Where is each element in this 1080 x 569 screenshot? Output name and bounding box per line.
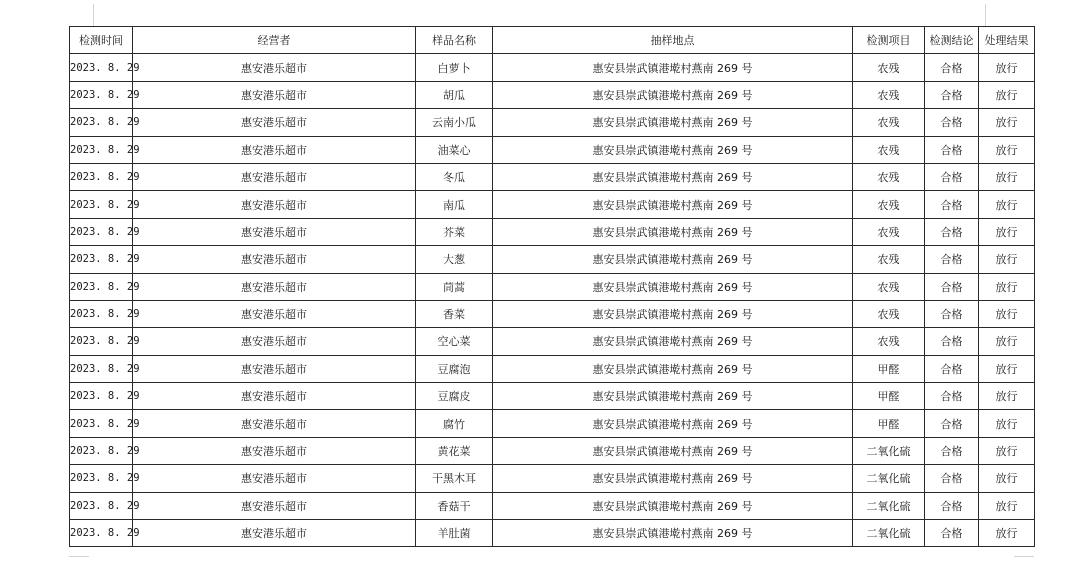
cell-result: 放行 (979, 383, 1035, 410)
cell-conclusion: 合格 (925, 328, 979, 355)
cell-operator: 惠安港乐超市 (133, 273, 416, 300)
cell-location: 惠安县崇武镇港墘村燕南 269 号 (493, 136, 853, 163)
cell-sample: 豆腐泡 (416, 355, 493, 382)
cell-item: 农残 (853, 191, 925, 218)
cell-conclusion: 合格 (925, 437, 979, 464)
table-row (70, 520, 1035, 547)
cell-sample: 豆腐皮 (416, 383, 493, 410)
cell-item: 农残 (853, 273, 925, 300)
cell-sample: 大葱 (416, 246, 493, 273)
cell-sample: 干黑木耳 (416, 465, 493, 492)
cell-date: 2023. 8. 29 (70, 410, 133, 437)
table-row (70, 81, 1035, 108)
table-row (70, 492, 1035, 519)
cell-location: 惠安县崇武镇港墘村燕南 269 号 (493, 54, 853, 81)
cell-location: 惠安县崇武镇港墘村燕南 269 号 (493, 465, 853, 492)
cell-result: 放行 (979, 163, 1035, 190)
cell-item: 甲醛 (853, 383, 925, 410)
cell-conclusion: 合格 (925, 300, 979, 327)
cell-date: 2023. 8. 29 (70, 81, 133, 108)
cell-location: 惠安县崇武镇港墘村燕南 269 号 (493, 300, 853, 327)
header-conclusion: 检测结论 (925, 27, 979, 54)
cell-date: 2023. 8. 29 (70, 492, 133, 519)
cell-operator: 惠安港乐超市 (133, 218, 416, 245)
cell-item: 农残 (853, 136, 925, 163)
cell-result: 放行 (979, 300, 1035, 327)
cell-location: 惠安县崇武镇港墘村燕南 269 号 (493, 410, 853, 437)
header-location: 抽样地点 (493, 27, 853, 54)
cell-result: 放行 (979, 246, 1035, 273)
cell-location: 惠安县崇武镇港墘村燕南 269 号 (493, 328, 853, 355)
cell-item: 农残 (853, 246, 925, 273)
cell-result: 放行 (979, 520, 1035, 547)
cell-sample: 云南小瓜 (416, 109, 493, 136)
header-item: 检测项目 (853, 27, 925, 54)
cell-item: 农残 (853, 54, 925, 81)
inspection-table (69, 26, 1035, 547)
cell-item: 农残 (853, 218, 925, 245)
cell-item: 二氧化硫 (853, 437, 925, 464)
page-margin-guide-bottom-right (1014, 556, 1034, 557)
cell-item: 农残 (853, 328, 925, 355)
cell-conclusion: 合格 (925, 109, 979, 136)
cell-operator: 惠安港乐超市 (133, 465, 416, 492)
cell-location: 惠安县崇武镇港墘村燕南 269 号 (493, 218, 853, 245)
header-date: 检测时间 (70, 27, 133, 54)
cell-location: 惠安县崇武镇港墘村燕南 269 号 (493, 273, 853, 300)
table-row (70, 218, 1035, 245)
cell-conclusion: 合格 (925, 520, 979, 547)
table-row (70, 300, 1035, 327)
cell-date: 2023. 8. 29 (70, 355, 133, 382)
header-operator: 经营者 (133, 27, 416, 54)
cell-operator: 惠安港乐超市 (133, 191, 416, 218)
cell-conclusion: 合格 (925, 246, 979, 273)
cell-location: 惠安县崇武镇港墘村燕南 269 号 (493, 355, 853, 382)
cell-conclusion: 合格 (925, 273, 979, 300)
cell-sample: 茼蒿 (416, 273, 493, 300)
cell-sample: 冬瓜 (416, 163, 493, 190)
table-row (70, 383, 1035, 410)
cell-conclusion: 合格 (925, 81, 979, 108)
cell-location: 惠安县崇武镇港墘村燕南 269 号 (493, 520, 853, 547)
cell-date: 2023. 8. 29 (70, 328, 133, 355)
cell-conclusion: 合格 (925, 355, 979, 382)
cell-location: 惠安县崇武镇港墘村燕南 269 号 (493, 109, 853, 136)
cell-date: 2023. 8. 29 (70, 246, 133, 273)
table-row (70, 246, 1035, 273)
cell-date: 2023. 8. 29 (70, 465, 133, 492)
table-row (70, 109, 1035, 136)
table-row (70, 191, 1035, 218)
cell-operator: 惠安港乐超市 (133, 163, 416, 190)
cell-conclusion: 合格 (925, 218, 979, 245)
cell-sample: 黄花菜 (416, 437, 493, 464)
cell-result: 放行 (979, 465, 1035, 492)
cell-item: 甲醛 (853, 355, 925, 382)
cell-item: 农残 (853, 109, 925, 136)
cell-date: 2023. 8. 29 (70, 136, 133, 163)
cell-operator: 惠安港乐超市 (133, 54, 416, 81)
cell-conclusion: 合格 (925, 410, 979, 437)
cell-date: 2023. 8. 29 (70, 520, 133, 547)
cell-sample: 空心菜 (416, 328, 493, 355)
cell-item: 农残 (853, 163, 925, 190)
cell-sample: 腐竹 (416, 410, 493, 437)
cell-conclusion: 合格 (925, 383, 979, 410)
cell-result: 放行 (979, 191, 1035, 218)
cell-result: 放行 (979, 328, 1035, 355)
table-row (70, 465, 1035, 492)
cell-location: 惠安县崇武镇港墘村燕南 269 号 (493, 383, 853, 410)
cell-conclusion: 合格 (925, 136, 979, 163)
cell-sample: 香菜 (416, 300, 493, 327)
cell-operator: 惠安港乐超市 (133, 520, 416, 547)
cell-operator: 惠安港乐超市 (133, 300, 416, 327)
cell-location: 惠安县崇武镇港墘村燕南 269 号 (493, 163, 853, 190)
table-row (70, 273, 1035, 300)
table-row (70, 163, 1035, 190)
header-result: 处理结果 (979, 27, 1035, 54)
table-row (70, 410, 1035, 437)
cell-result: 放行 (979, 218, 1035, 245)
table-row (70, 328, 1035, 355)
cell-conclusion: 合格 (925, 191, 979, 218)
cell-sample: 白萝卜 (416, 54, 493, 81)
cell-location: 惠安县崇武镇港墘村燕南 269 号 (493, 191, 853, 218)
cell-date: 2023. 8. 29 (70, 163, 133, 190)
cell-conclusion: 合格 (925, 492, 979, 519)
header-sample: 样品名称 (416, 27, 493, 54)
page-margin-guide-left (93, 4, 94, 26)
page-margin-guide-right (985, 4, 986, 26)
cell-sample: 香菇干 (416, 492, 493, 519)
cell-date: 2023. 8. 29 (70, 54, 133, 81)
cell-operator: 惠安港乐超市 (133, 109, 416, 136)
cell-result: 放行 (979, 136, 1035, 163)
cell-result: 放行 (979, 109, 1035, 136)
cell-location: 惠安县崇武镇港墘村燕南 269 号 (493, 81, 853, 108)
table-row (70, 355, 1035, 382)
cell-sample: 南瓜 (416, 191, 493, 218)
table-row (70, 136, 1035, 163)
cell-date: 2023. 8. 29 (70, 300, 133, 327)
cell-sample: 胡瓜 (416, 81, 493, 108)
cell-result: 放行 (979, 437, 1035, 464)
cell-operator: 惠安港乐超市 (133, 81, 416, 108)
cell-date: 2023. 8. 29 (70, 273, 133, 300)
cell-date: 2023. 8. 29 (70, 437, 133, 464)
cell-item: 二氧化硫 (853, 492, 925, 519)
table-body (70, 54, 1035, 547)
cell-conclusion: 合格 (925, 54, 979, 81)
cell-item: 农残 (853, 81, 925, 108)
cell-operator: 惠安港乐超市 (133, 355, 416, 382)
cell-sample: 羊肚菌 (416, 520, 493, 547)
cell-location: 惠安县崇武镇港墘村燕南 269 号 (493, 437, 853, 464)
table-header-row (70, 27, 1035, 54)
cell-result: 放行 (979, 273, 1035, 300)
cell-operator: 惠安港乐超市 (133, 492, 416, 519)
cell-result: 放行 (979, 410, 1035, 437)
cell-sample: 芥菜 (416, 218, 493, 245)
cell-sample: 油菜心 (416, 136, 493, 163)
cell-item: 二氧化硫 (853, 520, 925, 547)
cell-result: 放行 (979, 81, 1035, 108)
cell-result: 放行 (979, 355, 1035, 382)
cell-operator: 惠安港乐超市 (133, 136, 416, 163)
cell-conclusion: 合格 (925, 163, 979, 190)
cell-item: 甲醛 (853, 410, 925, 437)
cell-date: 2023. 8. 29 (70, 383, 133, 410)
cell-item: 农残 (853, 300, 925, 327)
cell-date: 2023. 8. 29 (70, 218, 133, 245)
cell-conclusion: 合格 (925, 465, 979, 492)
cell-result: 放行 (979, 54, 1035, 81)
cell-operator: 惠安港乐超市 (133, 383, 416, 410)
cell-date: 2023. 8. 29 (70, 109, 133, 136)
cell-operator: 惠安港乐超市 (133, 437, 416, 464)
table-row (70, 54, 1035, 81)
cell-item: 二氧化硫 (853, 465, 925, 492)
page-margin-guide-bottom-left (69, 556, 89, 557)
cell-operator: 惠安港乐超市 (133, 246, 416, 273)
cell-operator: 惠安港乐超市 (133, 410, 416, 437)
cell-result: 放行 (979, 492, 1035, 519)
cell-date: 2023. 8. 29 (70, 191, 133, 218)
cell-location: 惠安县崇武镇港墘村燕南 269 号 (493, 246, 853, 273)
table-row (70, 437, 1035, 464)
cell-location: 惠安县崇武镇港墘村燕南 269 号 (493, 492, 853, 519)
cell-operator: 惠安港乐超市 (133, 328, 416, 355)
